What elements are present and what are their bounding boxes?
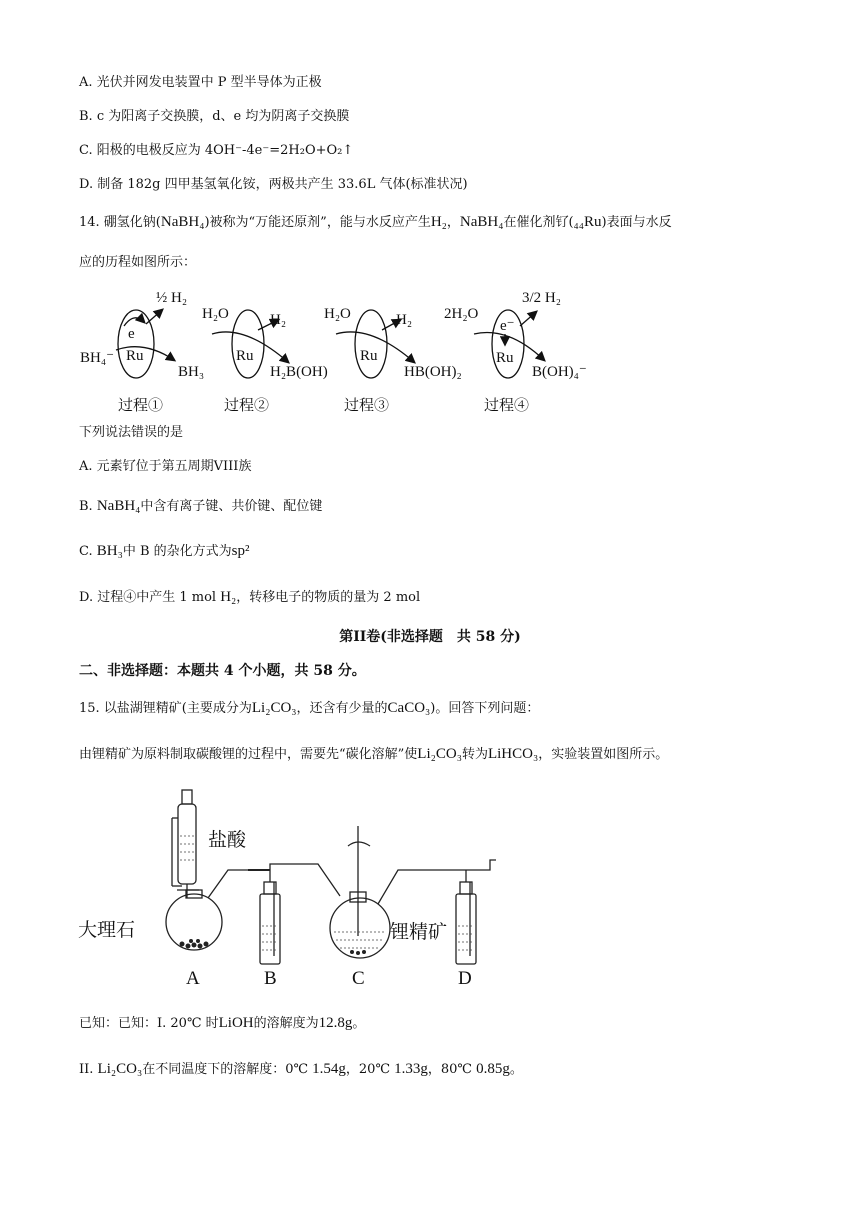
process4-top-product: 3/2 H₂	[522, 290, 561, 306]
q14-option-a: A. 元素钌位于第五周期VIII族	[79, 459, 252, 474]
process3-gas: H₂	[396, 312, 413, 328]
q15-stem: 15. 以盐湖锂精矿(主要成分为Li₂CO₃，还含有少量的CaCO₃)。回答下列问题：	[79, 700, 540, 716]
known-fact-2: II. Li₂CO₃在不同温度下的溶解度：0℃ 1.54g，20℃ 1.33g，80℃ 0.85g。	[79, 1061, 523, 1077]
section-title: 第II卷(非选择题 共 58 分)	[339, 629, 521, 645]
q13-option-a: A. 光伏并网发电装置中 P 型半导体为正极	[79, 75, 322, 90]
q14-stem-line2: 应的历程如图所示：	[79, 255, 197, 270]
label-lithium-ore: 锂精矿	[390, 921, 448, 943]
q14-option-c: C. BH₃中 B 的杂化方式为sp²	[79, 543, 250, 559]
process1-ru: Ru	[126, 348, 144, 364]
q14-option-b: B. NaBH₄中含有离子键、共价键、配位键	[79, 498, 323, 514]
catalyst-ellipse-2	[232, 310, 264, 378]
q15-stem-line2: 由锂精矿为原料制取碳酸锂的过程中，需要先“碳化溶解”使Li₂CO₃转为LiHCO₃，实验装置如图所示。	[79, 746, 669, 762]
label-c: C	[352, 968, 365, 989]
catalyst-ellipse-1	[118, 310, 154, 378]
process4-label: 过程④	[484, 398, 530, 414]
process1-product: BH₃	[178, 364, 205, 380]
process1-label: 过程①	[118, 398, 164, 414]
process2-ru: Ru	[236, 348, 254, 364]
process4-product: B(OH)₄⁻	[532, 364, 587, 380]
process1-top-product: ½ H₂	[156, 290, 188, 306]
process2-product: H₂B(OH)	[270, 364, 328, 380]
process1-reactant: BH₄⁻	[80, 350, 114, 366]
process3-product: HB(OH)₂	[404, 364, 462, 380]
process2-gas: H₂	[270, 312, 287, 328]
known-fact-1: 已知：已知：I. 20℃ 时LiOH的溶解度为12.8g。	[79, 1015, 366, 1031]
catalyst-ellipse-3	[355, 310, 387, 378]
process1-electron: e	[128, 326, 135, 342]
reaction-mechanism-diagram	[74, 282, 594, 418]
process4-ru: Ru	[496, 350, 514, 366]
process2-reactant: H₂O	[202, 306, 229, 322]
label-marble: 大理石	[78, 919, 136, 941]
process3-label: 过程③	[344, 398, 390, 414]
process4-reactant: 2H₂O	[444, 306, 479, 322]
label-a: A	[186, 968, 200, 989]
q13-option-c: C. 阳极的电极反应为 4OH⁻-4e⁻=2H₂O+O₂↑	[79, 143, 354, 158]
q13-option-d: D. 制备 182g 四甲基氢氧化铵，两极共产生 33.6L 气体(标准状况)	[79, 177, 468, 192]
process4-electron: e⁻	[500, 318, 515, 334]
label-hydrochloric-acid: 盐酸	[208, 829, 247, 851]
label-b: B	[264, 968, 277, 989]
q14-stem: 14. 硼氢化钠(NaBH₄)被称为“万能还原剂”，能与水反应产生H₂，NaBH₄在催化剂钌(₄₄Ru)表面与水反	[79, 214, 672, 230]
process3-reactant: H₂O	[324, 306, 351, 322]
process3-ru: Ru	[360, 348, 378, 364]
q13-option-b: B. c 为阳离子交换膜，d、e 均为阴离子交换膜	[79, 109, 350, 124]
q14-question: 下列说法错误的是	[79, 425, 184, 440]
section-heading: 二、非选择题：本题共 4 个小题，共 58 分。	[79, 663, 366, 679]
process2-label: 过程②	[224, 398, 270, 414]
label-d: D	[458, 968, 472, 989]
experimental-apparatus-diagram	[78, 786, 518, 992]
q14-option-d: D. 过程④中产生 1 mol H₂，转移电子的物质的量为 2 mol	[79, 589, 421, 605]
